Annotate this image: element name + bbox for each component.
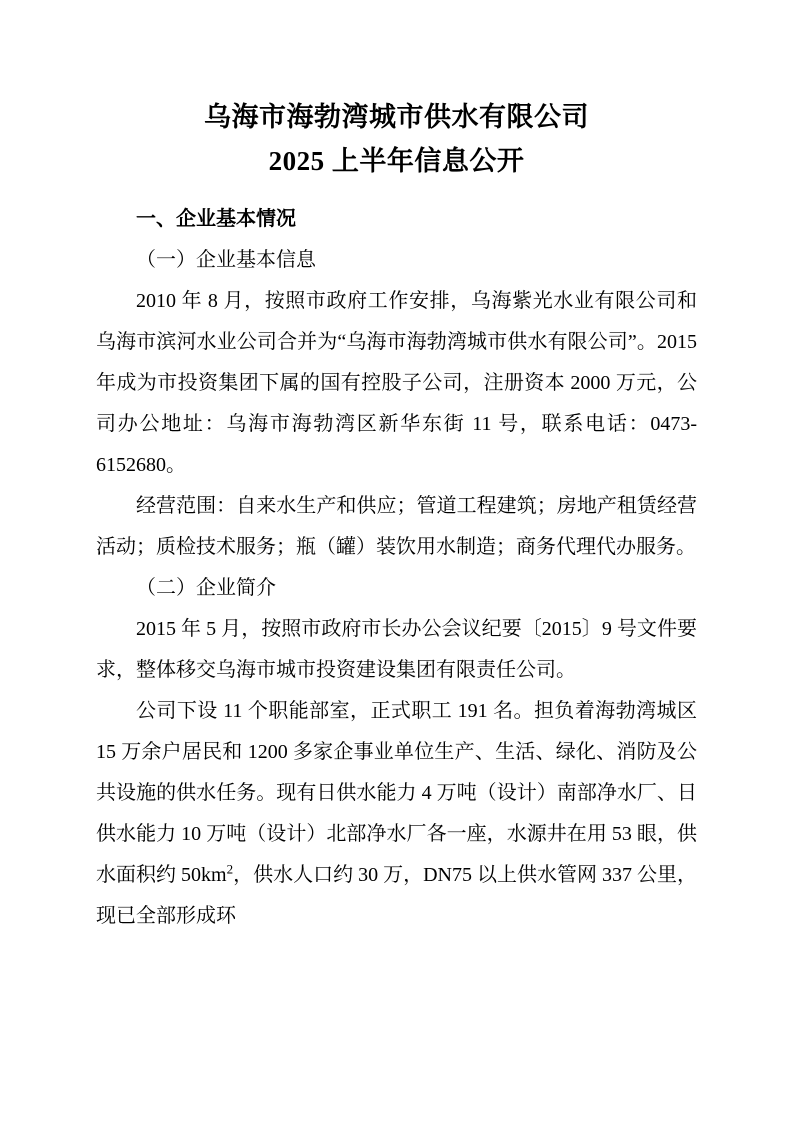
title-line-1: 乌海市海勃湾城市供水有限公司 bbox=[204, 102, 589, 132]
subsection-heading-1: （一）企业基本信息 bbox=[136, 249, 316, 271]
title-line-2: 2025 上半年信息公开 bbox=[268, 146, 525, 176]
subsection-heading-2: （二）企业简介 bbox=[136, 577, 276, 599]
profile-text-main: 公司下设 11 个职能部室，正式职工 191 名。担负着海勃湾城区 15 万余户居民和 1200 多家企事业单位生产、生活、绿化、消防及公共设施的供水任务。现有日供水能力 4 万吨（设计）南部净水厂、日供水能力 10 万吨（设计）北部净水厂各一座，水源井在用 53 眼，供水面积约 50km bbox=[96, 700, 697, 886]
paragraph-company-profile bbox=[96, 691, 697, 937]
paragraph-transfer: 2015 年 5 月，按照市政府市长办公会议纪要〔2015〕9 号文件要求，整体移交乌海市城市投资建设集团有限责任公司。 bbox=[96, 618, 697, 681]
paragraph-company-info: 2010 年 8 月，按照市政府工作安排，乌海紫光水业有限公司和乌海市滨河水业公司合并为“乌海市海勃湾城市供水有限公司”。2015 年成为市投资集团下属的国有控股子公司，注册资本 2000 万元，公司办公地址：乌海市海勃湾区新华东街 11 号，联系电话：0473-6152680。 bbox=[96, 290, 697, 476]
area-superscript: 2 bbox=[226, 861, 234, 877]
page-title bbox=[96, 95, 697, 183]
paragraph-business-scope: 经营范围：自来水生产和供应；管道工程建筑；房地产租赁经营活动；质检技术服务；瓶（罐）装饮用水制造；商务代理代办服务。 bbox=[96, 495, 697, 558]
profile-text-tail: ，供水人口约 30 万，DN75 以上供水管网 337 公里，现已全部形成环 bbox=[96, 864, 698, 927]
section-heading: 一、企业基本情况 bbox=[136, 208, 296, 230]
